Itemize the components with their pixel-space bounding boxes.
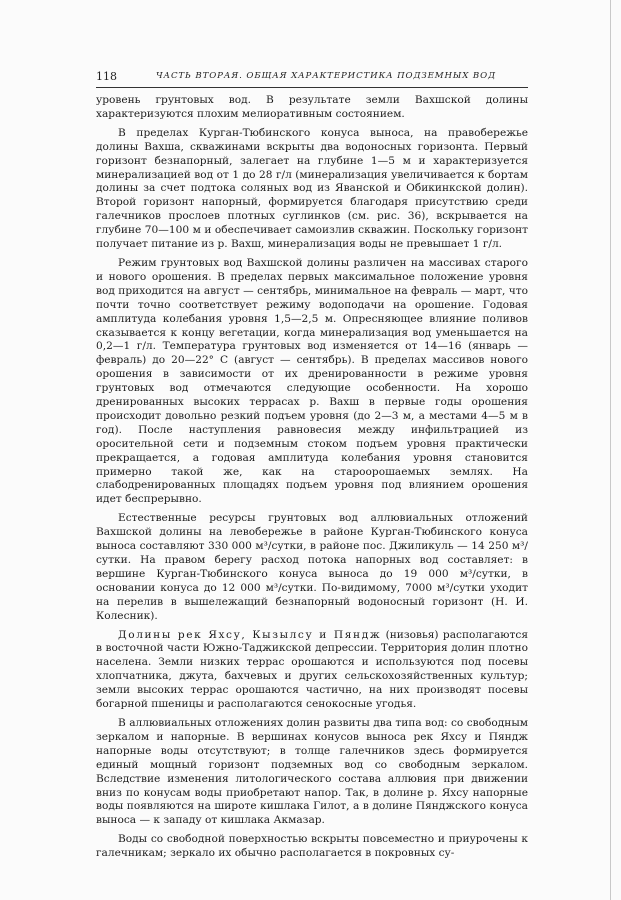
running-title: ЧАСТЬ ВТОРАЯ. ОБЩАЯ ХАРАКТЕРИСТИКА ПОДЗЕМНЫХ ВОД [156,71,496,81]
paragraph: Естественные ресурсы грунтовых вод аллювиальных отложений Вахшской долины на левобережье в районе Курган-Тюбинского конуса выноса составляют 330 000 м³/сутки, в районе пос. Джиликуль — 14 250 м³/сутки. На правом берегу расход потока напорных вод составляет: в вершине Курган-Тюбинского конуса выноса до 19 000 м³/сутки, в основании конуса до 12 000 м³/сутки. По-видимому, 7000 м³/сутки уходит на перелив в вышележащий безнапорный водоносный горизонт (Н. И. Колесник). [96,512,528,622]
spaced-heading: Долины рек Яхсу, Кызылсу и Пяндж [118,628,382,641]
page-number: 118 [96,70,117,83]
paragraph [96,629,528,712]
paragraph-text: (низовья) располагаются в восточной части Южно-Таджикской депрессии. Территория долин плотно населена. Земли низких террас орошаются и используются под посевы хлопчатника, джута, бахчевых и других сельскохозяйственных культур; земли высоких террас орошаются частично, на них производят посевы богарной пшеницы и располагаются сенокосные угодья. [96,628,528,711]
paragraph: В аллювиальных отложениях долин развиты два типа вод: со свободным зеркалом и напорные. В вершинах конусов выноса рек Яхсу и Пяндж напорные воды отсутствуют; в толще галечников здесь формируется единый мощный горизонт подземных вод со свободным зеркалом. Вследствие изменения литологического состава аллювия при движении вниз по конусам воды приобретают напор. Так, в долине р. Яхсу напорные воды появляются на широте кишлака Гилот, а в долине Пянджского конуса выноса — к западу от кишлака Акмазар. [96,716,528,827]
body-text [96,94,528,866]
paragraph: Воды со свободной поверхностью вскрыты повсеместно и приурочены к галечникам; зеркало их обычно располагается в покровных су- [96,833,528,860]
paragraph: В пределах Курган-Тюбинского конуса выноса, на правобережье долины Вахша, скважинами вскрыты два водоносных горизонта. Первый горизонт безнапорный, залегает на глубине 1—5 м и характеризуется минерализацией вод от 1 до 28 г/л (минерализация увеличивается к бортам долины за счет подтока соляных вод из Яванской и Обикинкской долин). Второй горизонт напорный, формируется благодаря присутствию среди галечников прослоев плотных суглинков (см. рис. 36), вскрывается на глубине 70—100 м и обеспечивает самоизлив скважин. Поскольку горизонт получает питание из р. Вахш, минерализация воды не превышает 1 г/л. [96,126,528,251]
page-edge [610,0,611,900]
paragraph: уровень грунтовых вод. В результате земли Вахшской долины характеризуются плохим мелиоративным состоянием. [96,94,528,120]
page-header [96,70,528,84]
paragraph: Режим грунтовых вод Вахшской долины различен на массивах старого и нового орошения. В пределах первых максимальное положение уровня вод приходится на август — сентябрь, минимальное на февраль — март, что почти точно соответствует режиму водоподачи на орошение. Годовая амплитуда колебания уровня 1,5—2,5 м. Опресняющее влияние поливов сказывается к концу вегетации, когда минерализация вод уменьшается на 0,2—1 г/л. Температура грунтовых вод изменяется от 14—16 (январь — февраль) до 20—22° С (август — сентябрь). В пределах массивов нового орошения в зависимости от их дренированности в режиме уровня грунтовых вод отмечаются следующие особенности. На хорошо дренированных высоких террасах р. Вахш в первые годы орошения происходит довольно резкий подъем уровня (до 2—3 м, а местами 4—5 м в год). После наступления равновесия между инфильтрацией из оросительной сети и подземным стоком подъем уровня практически прекращается, а годовая амплитуда колебания уровня становится примерно такой же, как на староорошаемых землях. На слабодренированных площадях подъем уровня под влиянием орошения идет беспрерывно. [96,256,528,506]
header-rule [96,87,528,88]
